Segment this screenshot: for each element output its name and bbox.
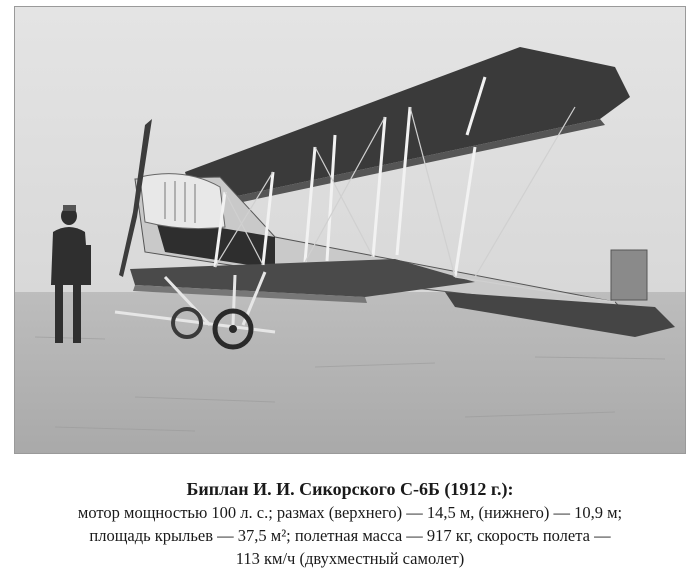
tail-fin [611,250,647,300]
caption [0,478,700,570]
caption-line-2: площадь крыльев — 37,5 м²; полетная масса — 917 кг, скорость полета — [89,526,611,545]
caption-line-3: 113 км/ч (двухместный самолет) [235,549,465,568]
aircraft-photo [14,6,686,454]
caption-title: Биплан И. И. Сикорского С-6Б (1912 г.): [186,479,514,499]
caption-line-1: мотор мощностью 100 л. с.; размах (верхнего) — 14,5 м, (нижнего) — 10,9 м; [77,503,623,522]
